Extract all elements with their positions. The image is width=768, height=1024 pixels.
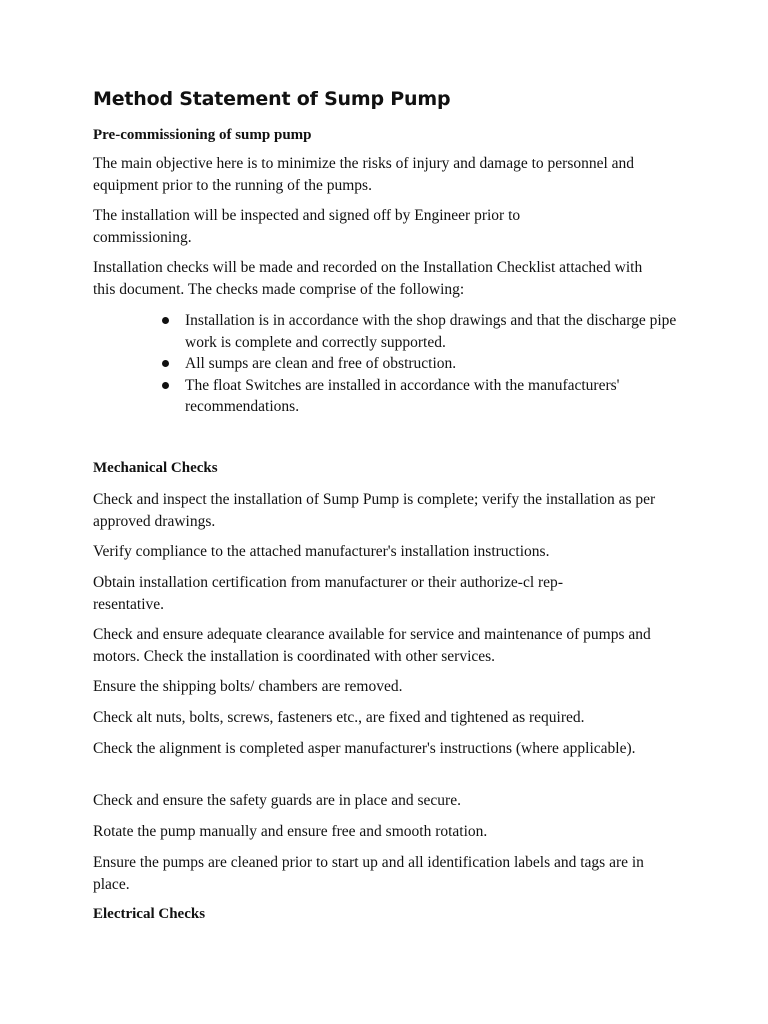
- bullet-icon: [162, 317, 169, 324]
- installation-checks-list: [158, 310, 678, 418]
- list-item: [158, 310, 678, 353]
- section-heading-pre-commissioning: Pre-commissioning of sump pump: [93, 127, 312, 143]
- list-item-text: All sumps are clean and free of obstruction.: [185, 355, 457, 372]
- bullet-icon: [162, 382, 169, 389]
- paragraph-mechanical-shipping-bolts: Ensure the shipping bolts/ chambers are removed.: [93, 678, 403, 695]
- paragraph-objective: The main objective here is to minimize the risks of injury and damage to personnel and equipment prior to the running of the pumps.: [93, 155, 635, 194]
- paragraph-mechanical-inspect: Check and inspect the installation of Sump Pump is complete; verify the installation as per approved drawings.: [93, 491, 656, 530]
- bullet-icon: [162, 360, 169, 367]
- section-heading-electrical-checks: Electrical Checks: [93, 906, 206, 922]
- paragraph-mechanical-compliance: Verify compliance to the attached manufacturer's installation instructions.: [93, 543, 550, 560]
- paragraph-mechanical-alignment: Check the alignment is completed asper manufacturer's instructions (where applicable).: [93, 740, 636, 757]
- document-title: Method Statement of Sump Pump: [93, 88, 451, 110]
- paragraph-installation-checks: Installation checks will be made and recorded on the Installation Checklist attached with this document. The checks made comprise of the following:: [93, 259, 643, 298]
- list-item-text: Installation is in accordance with the shop drawings and that the discharge pipe work is complete and correctly supported.: [185, 312, 677, 351]
- paragraph-mechanical-rotation: Rotate the pump manually and ensure free and smooth rotation.: [93, 823, 488, 840]
- paragraph-mechanical-certification: Obtain installation certification from manufacturer or their authorize-cl representative.: [93, 574, 563, 613]
- list-item-text: The float Switches are installed in accordance with the manufacturers' recommendations.: [185, 376, 620, 415]
- paragraph-mechanical-cleaning: Ensure the pumps are cleaned prior to start up and all identification labels and tags are in place.: [93, 854, 644, 893]
- paragraph-mechanical-clearance: Check and ensure adequate clearance available for service and maintenance of pumps and motors. Check the installation is coordinated with other services.: [93, 626, 651, 665]
- paragraph-inspection: The installation will be inspected and signed off by Engineer prior to commissioning.: [93, 207, 521, 246]
- list-item: [158, 353, 678, 375]
- paragraph-mechanical-safety-guards: Check and ensure the safety guards are in place and secure.: [93, 792, 461, 809]
- section-heading-mechanical-checks: Mechanical Checks: [93, 460, 218, 476]
- paragraph-mechanical-fasteners: Check alt nuts, bolts, screws, fasteners etc., are fixed and tightened as required.: [93, 709, 585, 726]
- list-item: [158, 375, 678, 418]
